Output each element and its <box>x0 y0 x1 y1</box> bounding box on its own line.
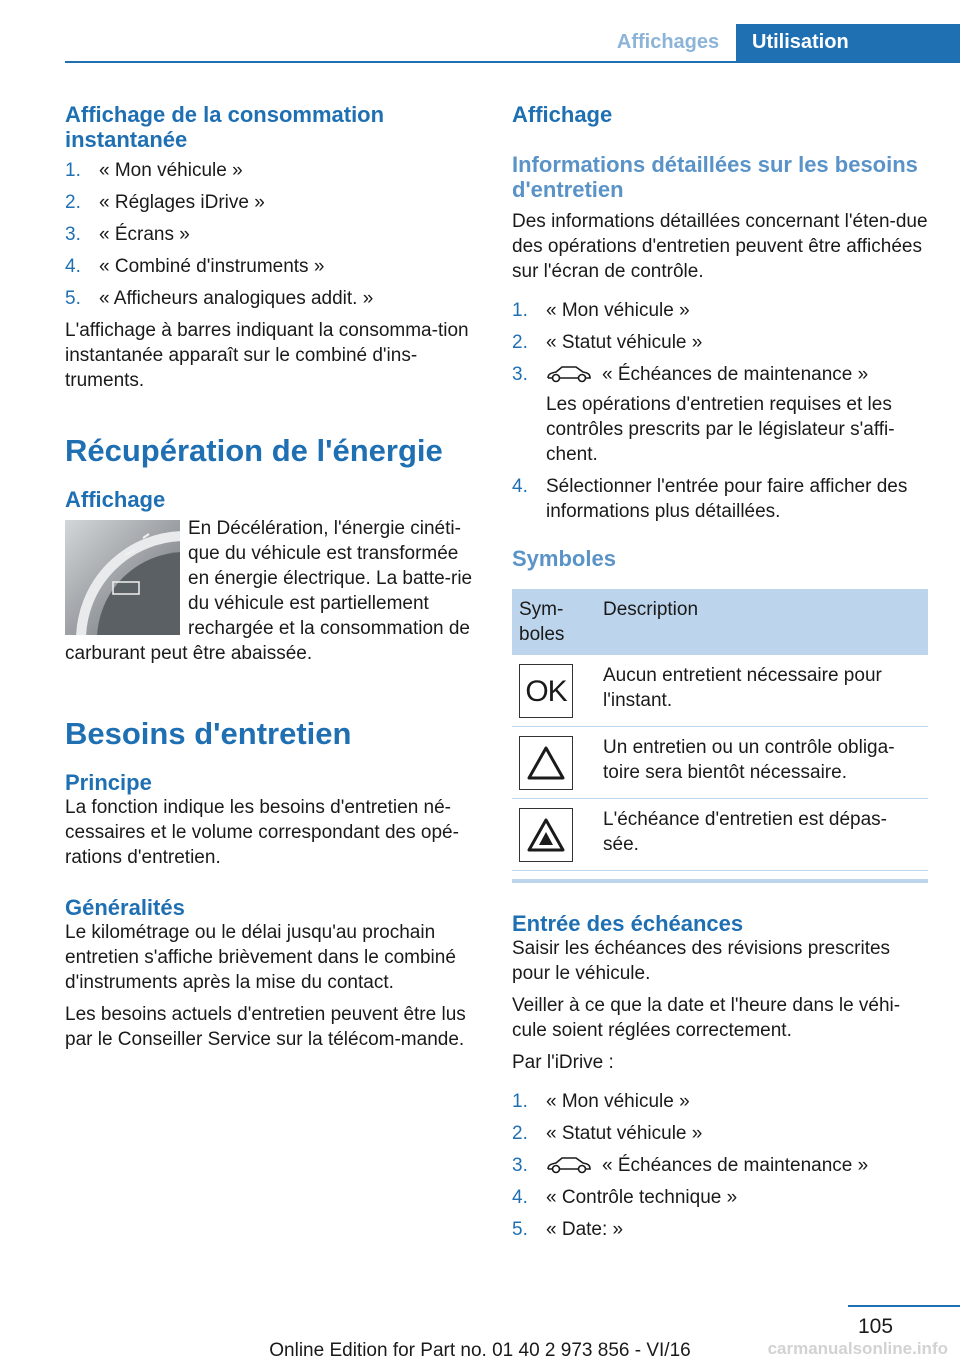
entree-text-3: Par l'iDrive : <box>512 1052 614 1073</box>
table-row <box>512 727 928 799</box>
list-item: 2. « Statut véhicule » <box>512 332 703 353</box>
entree-title: Entrée des échéances <box>512 911 744 936</box>
right-column <box>512 102 928 1249</box>
info-title: Informations détaillées sur les besoins d'entretien <box>512 152 918 202</box>
principe-text: La fonction indique les besoins d'entretien né-cessaires et le volume correspondant des opé-rations d'entretien. <box>65 797 459 868</box>
recup-text: En Décélération, l'énergie cinéti-que du véhicule est transformée en énergie électrique. La batte-rie du véhicule est partiellement rechargée et la consommation de carburant peut être abaissée. <box>65 518 473 664</box>
recup-subtitle: Affichage <box>65 487 166 512</box>
list-item: 2. « Réglages iDrive » <box>65 192 265 213</box>
footer-rule <box>848 1305 960 1307</box>
table-header-row <box>512 589 928 655</box>
entree-text-1: Saisir les échéances des révisions prescrites pour le véhicule. <box>512 938 891 984</box>
left-column <box>65 102 480 1052</box>
entree-steps <box>512 1089 928 1242</box>
conso-title: Affichage de la consommation instantanée <box>65 102 385 152</box>
recup-block <box>65 516 480 666</box>
entree-text-2: Veiller à ce que la date et l'heure dans le véhi-cule soient réglées correctement. <box>512 995 901 1041</box>
list-item: 4. Sélectionner l'entrée pour faire afficher des informations plus détaillées. <box>512 476 908 522</box>
generalites-text-2: Les besoins actuels d'entretien peuvent être lus par le Conseiller Service sur la télécom-mande. <box>65 1004 466 1050</box>
affichage-title: Affichage <box>512 102 613 127</box>
table-cell-description: L'échéance d'entretien est dépas-sée. <box>596 799 928 871</box>
generalites-text-1: Le kilométrage ou le délai jusqu'au prochain entretien s'affiche brièvement dans le combiné d'instruments après la mise du contact. <box>65 922 456 993</box>
table-cell-description: Un entretien ou un contrôle obliga-toire sera bientôt nécessaire. <box>596 727 928 799</box>
list-item: 3. « Échéances de maintenance » Les opérations d'entretien requises et les contrôles prescrits par le législateur s'affi-chent. <box>512 362 928 467</box>
info-text: Des informations détaillées concernant l'éten-due des opérations d'entretien peuvent être affichées sur l'écran de contrôle. <box>512 211 928 282</box>
principe-title: Principe <box>65 770 152 795</box>
list-item: 4. « Combiné d'instruments » <box>65 256 325 277</box>
list-item: 1. « Mon véhicule » <box>512 1091 690 1112</box>
car-icon <box>546 364 592 384</box>
list-item: 2. « Statut véhicule » <box>512 1123 703 1144</box>
list-item: 3. « Écrans » <box>65 224 190 245</box>
table-row <box>512 655 928 727</box>
table-row <box>512 799 928 871</box>
list-item: 5. « Afficheurs analogiques addit. » <box>65 288 374 309</box>
edition-text: Online Edition for Part no. 01 40 2 973 856 - VI/16 <box>269 1340 691 1361</box>
conso-text: L'affichage à barres indiquant la consomma-tion instantanée apparaît sur le combiné d'ins-truments. <box>65 320 469 391</box>
recup-title: Récupération de l'énergie <box>65 433 443 468</box>
symboles-title: Symboles <box>512 546 616 571</box>
conso-steps <box>65 158 480 311</box>
page-number: 105 <box>858 1315 894 1338</box>
table-end-rule <box>512 879 928 883</box>
table-cell-description: Aucun entretient nécessaire pour l'instant. <box>596 655 928 727</box>
list-item: 4. « Contrôle technique » <box>512 1187 738 1208</box>
warning-triangle-icon <box>519 736 573 790</box>
list-item: 1. « Mon véhicule » <box>512 300 690 321</box>
header-chapter-tab: Utilisation <box>736 24 960 61</box>
table-header-description: Description <box>596 589 928 655</box>
car-icon <box>546 1155 592 1175</box>
ok-icon: OK <box>519 664 573 718</box>
overdue-triangle-icon <box>519 808 573 862</box>
list-item: 3. « Échéances de maintenance » <box>512 1155 869 1176</box>
info-steps <box>512 298 928 524</box>
header-rule <box>65 61 960 63</box>
symbols-table <box>512 589 928 871</box>
efficient-dynamics-gauge-image <box>65 520 180 635</box>
table-header-symbols: Sym-boles <box>512 589 596 655</box>
header-section-tab: Affichages <box>616 31 720 53</box>
besoins-title: Besoins d'entretien <box>65 716 352 751</box>
watermark: carmanualsonline.info <box>767 1339 948 1358</box>
list-item: 5. « Date: » <box>512 1219 624 1240</box>
generalites-title: Généralités <box>65 895 185 920</box>
list-item: 1. « Mon véhicule » <box>65 160 243 181</box>
step-subtext: Les opérations d'entretien requises et les contrôles prescrits par le législateur s'affi-chent. <box>546 394 895 465</box>
